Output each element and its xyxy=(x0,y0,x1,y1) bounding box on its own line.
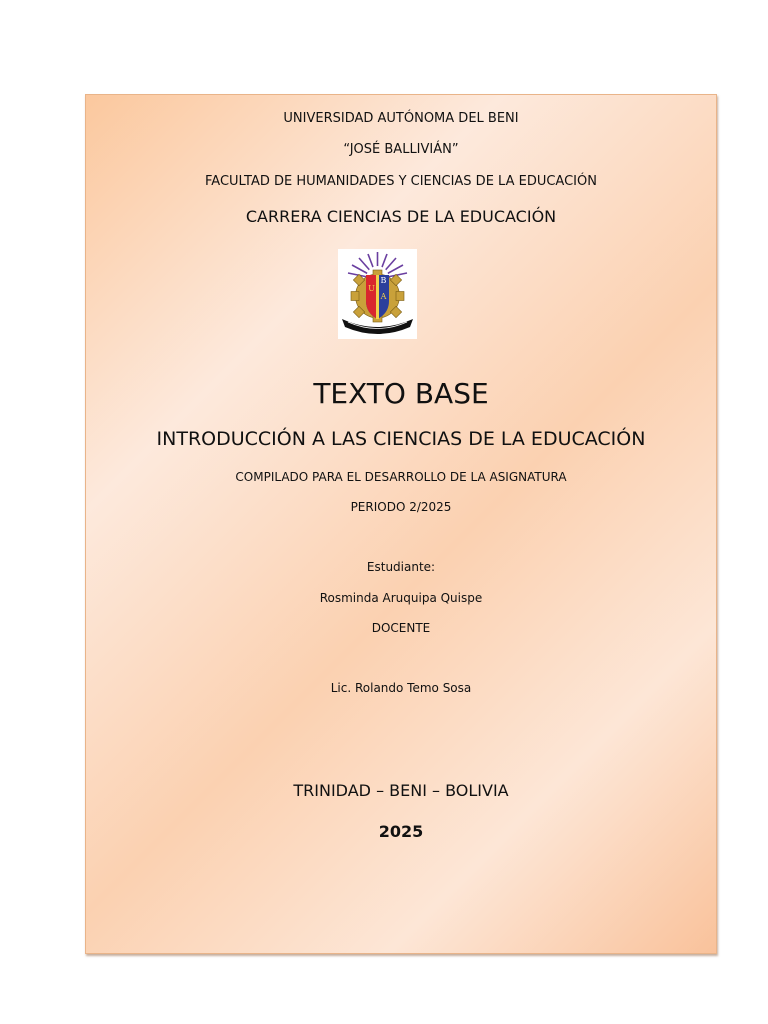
faculty-heading: FACULTAD DE HUMANIDADES Y CIENCIAS DE LA EDUCACIÓN xyxy=(205,174,597,189)
period-label: PERIODO 2/2025 xyxy=(350,500,452,514)
university-seal-logo xyxy=(338,249,417,339)
svg-text:B: B xyxy=(380,276,387,285)
university-heading: UNIVERSIDAD AUTÓNOMA DEL BENI xyxy=(283,111,519,126)
career-heading: CARRERA CIENCIAS DE LA EDUCACIÓN xyxy=(245,207,557,226)
student-name: Rosminda Aruquipa Quispe xyxy=(319,591,483,605)
svg-text:U: U xyxy=(368,284,375,293)
compiled-note: COMPILADO PARA EL DESARROLLO DE LA ASIGNATURA xyxy=(235,470,567,484)
seal-icon xyxy=(338,249,417,339)
teacher-label: DOCENTE xyxy=(371,621,431,635)
document-type-title: TEXTO BASE xyxy=(313,377,489,410)
subject-title: INTRODUCCIÓN A LAS CIENCIAS DE LA EDUCACIÓN xyxy=(156,428,646,450)
university-name: “JOSÉ BALLIVIÁN” xyxy=(343,142,459,157)
student-label: Estudiante: xyxy=(366,560,436,574)
location-line: TRINIDAD – BENI – BOLIVIA xyxy=(293,781,509,800)
svg-text:A: A xyxy=(380,292,387,301)
year-line: 2025 xyxy=(378,822,424,841)
teacher-name: Lic. Rolando Temo Sosa xyxy=(330,681,472,695)
cover-page xyxy=(85,94,717,954)
